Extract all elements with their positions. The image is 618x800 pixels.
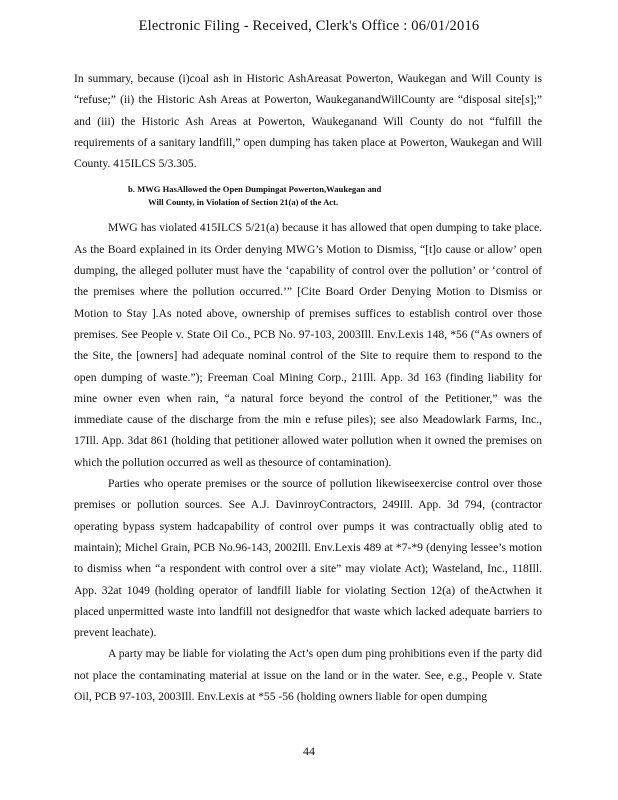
document-body (74, 68, 542, 707)
summary-paragraph: In summary, because (i)coal ash in Historic AshAreasat Powerton, Waukegan and Will County is “refuse;” (ii) the Historic Ash Areas at Powerton, WaukeganandWillCounty are “disposal site[s];” and (iii) the Historic Ash Areas at Powerton, Waukeganand Will County do not “fulfill the requirements of a sanitary landfill,” open dumping has taken place at Powerton, Waukegan and Will County. 415ILCS 5/3.305. (74, 72, 542, 171)
electronic-filing-header: Electronic Filing - Received, Clerk's Office : 06/01/2016 (138, 18, 480, 34)
liability-paragraph: A party may be liable for violating the Act’s open dum ping prohibitions even if the party did not place the contaminating material at issue on the land or in the water. See, e.g., People v. State Oil, PCB 97-103, 2003Ill. Env.Lexis at *55 -56 (holding owners liable for open dumping (74, 647, 542, 704)
operators-paragraph: Parties who operate premises or the source of pollution likewiseexercise control over those premises or pollution sources. See A.J. DavinroyContractors, 249Ill. App. 3d 794, (contractor operating bypass system hadcapability of control over pumps it was contractually oblig ated to maintain); Michel Grain, PCB No.96-143, 2002Ill. Env.Lexis 489 at *7-*9 (denying lessee’s motion to dismiss when “a respondent with control over a site” may violate Act); Wasteland, Inc., 118Ill. App. 32at 1049 (holding operator of landfill liable for violating Section 12(a) of theActwhen it placed unpermitted waste into landfill not designedfor that waste which lacked adequate barriers to prevent leachate). (74, 477, 542, 640)
section-heading (74, 183, 542, 209)
page-number: 44 (303, 744, 315, 758)
section-heading-line-1: b. MWG HasAllowed the Open Dumpingat Powerton,Waukegan and (128, 184, 382, 195)
violation-paragraph: MWG has violated 415ILCS 5/21(a) because it has allowed that open dumping to take place. As the Board explained in its Order denying MWG’s Motion to Dismiss, “[t]o cause or allow’ open dumping, the alleged polluter must have the ‘capability of control over the pollution’ or ‘control of the premises where the pollution occurred.’” [Cite Board Order Denying Motion to Dismiss or Motion to Stay ].As noted above, ownership of premises suffices to establish control over those premises. See People v. State Oil Co., PCB No. 97-103, 2003Ill. Env.Lexis 148, *56 (“As owners of the Site, the [owners] had adequate nominal control of the Site to require them to respond to the open dumping of waste.”); Freeman Coal Mining Corp., 21Ill. App. 3d 163 (finding liability for mine owner even when rain, “a natural force beyond the control of the Petitioner,” was the immediate cause of the discharge from the min e refuse piles); see also Meadowlark Farms, Inc., 17Ill. App. 3dat 861 (holding that petitioner allowed water pollution when it owned the premises on which the pollution occurred as well as thesource of contamination). (74, 221, 542, 469)
section-heading-line-2: Will County, in Violation of Section 21(a) of the Act. (148, 197, 339, 208)
